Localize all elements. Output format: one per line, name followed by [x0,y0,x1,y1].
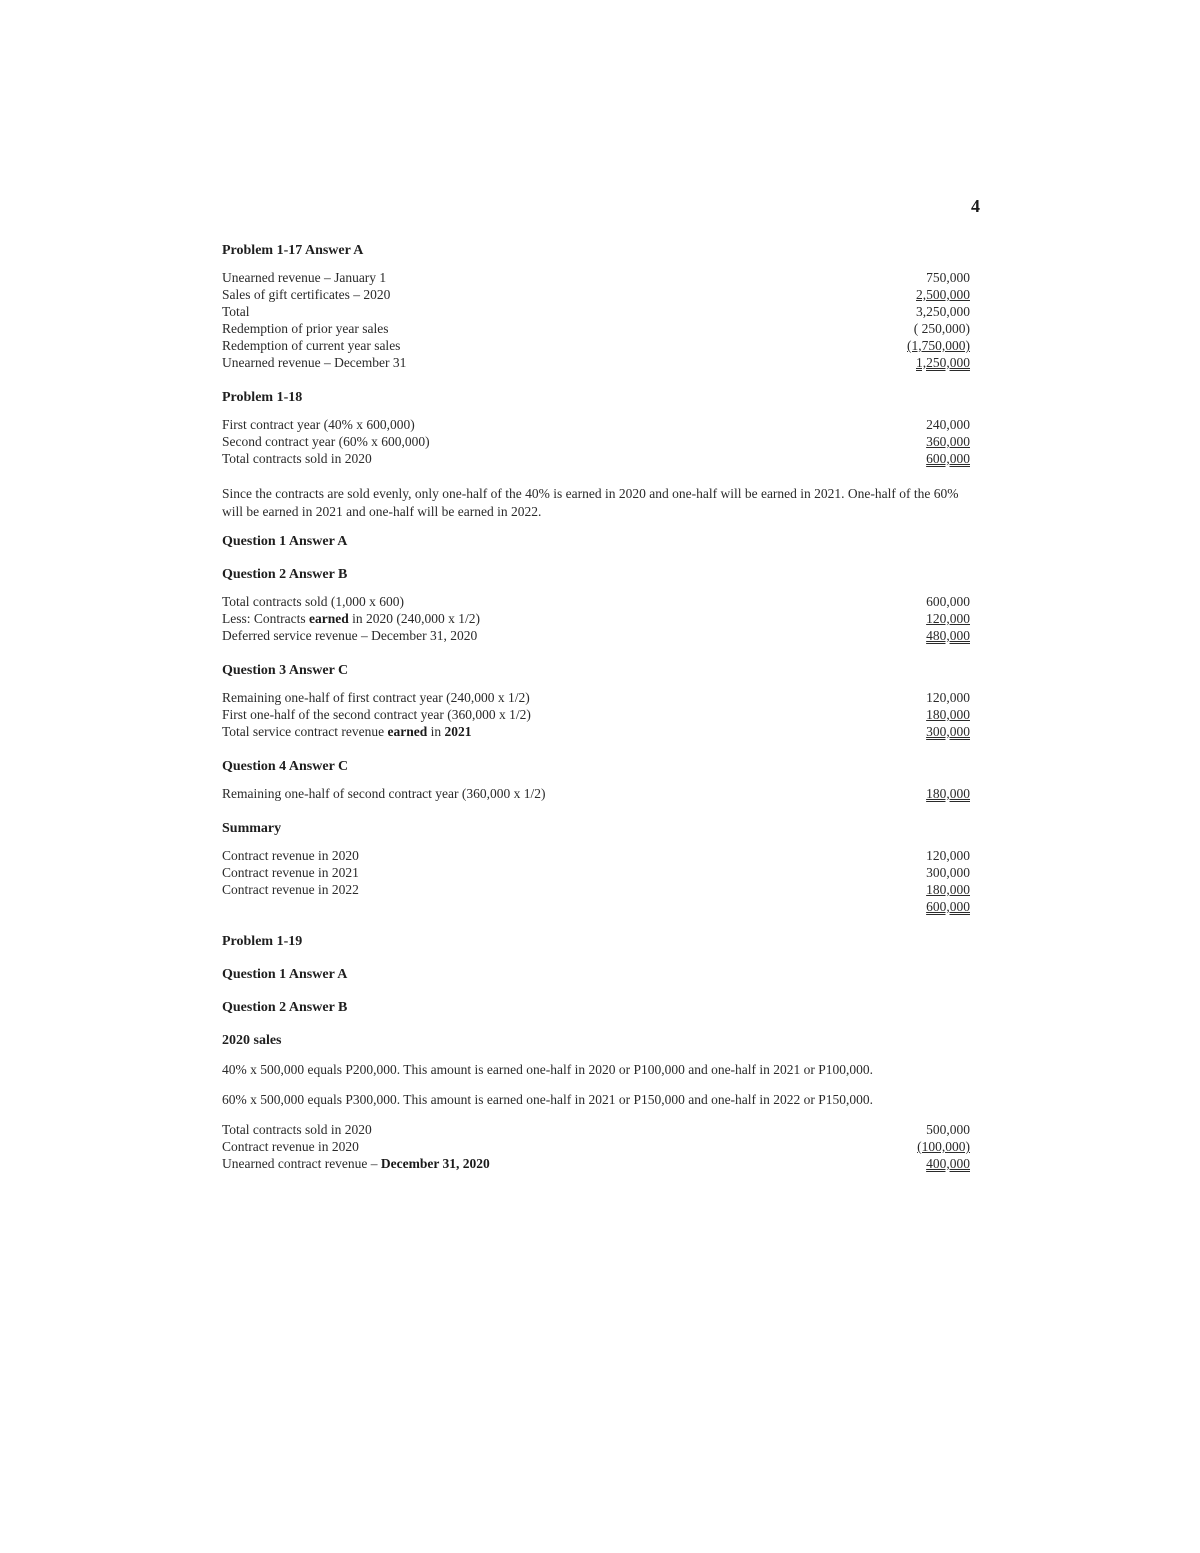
table-row [222,706,970,723]
row-label: Remaining one-half of second contract year (360,000 x 1/2) [222,786,546,801]
table-row [222,286,970,303]
table-row [222,416,970,433]
label-part: in 2020 (240,000 x 1/2) [348,611,480,626]
label-part: Unearned contract revenue – [222,1156,381,1171]
table-row [222,847,970,864]
section-heading: Summary [222,821,282,836]
row-label: Unearned revenue – December 31 [222,355,407,370]
row-label [222,610,480,627]
question-3 [222,662,970,740]
row-amount: ( 250,000) [913,321,970,336]
label-emphasis: earned [387,724,428,739]
row-label: Contract revenue in 2022 [222,882,359,897]
row-amount: 400,000 [926,1156,970,1171]
label-part: in [427,724,445,739]
table-row [222,1155,970,1172]
section-heading: Problem 1-19 [222,934,303,949]
row-label: Contract revenue in 2020 [222,848,359,863]
table-row [222,723,970,740]
row-amount: 600,000 [926,451,970,466]
row-amount: 600,000 [926,594,970,609]
row-amount: 300,000 [926,865,970,880]
label-emphasis: 2021 [444,724,472,739]
row-label: Unearned revenue – January 1 [222,270,387,285]
row-amount: 180,000 [926,882,970,897]
table-row [222,610,970,627]
explanation-paragraph: 40% x 500,000 equals P200,000. This amount is earned one-half in 2020 or P100,000 and one-half in 2021 or P100,000. [222,1062,874,1077]
row-amount: 300,000 [926,724,970,739]
row-label [222,1155,490,1172]
label-emphasis: earned [309,611,349,626]
subheading: 2020 sales [222,1033,282,1048]
row-amount: 120,000 [926,848,970,863]
question-heading: Question 2 Answer B [222,567,348,582]
section-heading: Problem 1-17 Answer A [222,243,364,258]
document-body [222,242,970,1190]
problem-1-19-table [222,1121,970,1172]
table-row [222,269,970,286]
table-row [222,337,970,354]
question-heading: Question 1 Answer A [222,534,348,549]
table-row [222,689,970,706]
table-row [222,627,970,644]
table-row [222,1121,970,1138]
row-amount: 500,000 [926,1122,970,1137]
table-row [222,593,970,610]
section-heading: Problem 1-18 [222,390,303,405]
page-number: 4 [971,196,980,216]
table-row [222,320,970,337]
explanation-paragraph: Since the contracts are sold evenly, only one-half of the 40% is earned in 2020 and one-half will be earned in 2021. One-half of the 60% will be earned in 2021 and one-half will be earned in 2022. [222,486,959,519]
row-label: Total contracts sold in 2020 [222,451,372,466]
row-amount: 3,250,000 [916,304,970,319]
row-amount: 120,000 [926,690,970,705]
label-emphasis: December 31, 2020 [380,1156,490,1171]
row-label: Total [222,304,250,319]
question-4 [222,758,970,802]
table-row [222,450,970,467]
row-amount: 750,000 [926,270,970,285]
table-row [222,303,970,320]
row-label: First contract year (40% x 600,000) [222,417,415,432]
problem-1-18 [222,389,970,467]
row-label: Contract revenue in 2020 [222,1139,359,1154]
table-row [222,785,970,802]
row-amount: 1,250,000 [916,355,970,370]
question-2 [222,566,970,644]
row-label: Sales of gift certificates – 2020 [222,287,391,302]
row-amount: 180,000 [926,786,970,801]
row-label: First one-half of the second contract year (360,000 x 1/2) [222,707,531,722]
table-row [222,1138,970,1155]
row-label: Remaining one-half of first contract year (240,000 x 1/2) [222,690,530,705]
row-amount: 360,000 [926,434,970,449]
label-part: Less: Contracts [222,611,309,626]
row-amount: (100,000) [917,1139,970,1154]
summary [222,820,970,915]
row-label: Redemption of prior year sales [222,321,389,336]
table-row [222,898,970,915]
row-label: Total contracts sold (1,000 x 600) [222,594,405,609]
table-row [222,433,970,450]
row-label: Total contracts sold in 2020 [222,1122,372,1137]
question-heading: Question 2 Answer B [222,1000,348,1015]
row-amount: 2,500,000 [916,287,970,302]
explanation-paragraph: 60% x 500,000 equals P300,000. This amount is earned one-half in 2021 or P150,000 and one-half in 2022 or P150,000. [222,1092,874,1107]
row-amount: 180,000 [926,707,970,722]
row-amount: 120,000 [926,611,970,626]
row-label: Deferred service revenue – December 31, 2020 [222,628,478,643]
total-amount: 600,000 [926,899,970,914]
row-label [222,723,471,740]
row-label: Second contract year (60% x 600,000) [222,434,430,449]
row-label: Contract revenue in 2021 [222,865,359,880]
row-label: Redemption of current year sales [222,338,401,353]
table-row [222,354,970,371]
table-row [222,881,970,898]
label-part: Total service contract revenue [222,724,388,739]
row-amount: (1,750,000) [907,338,970,353]
row-amount: 240,000 [926,417,970,432]
table-row [222,864,970,881]
question-heading: Question 1 Answer A [222,967,348,982]
question-heading: Question 3 Answer C [222,663,349,678]
problem-1-17 [222,242,970,371]
row-amount: 480,000 [926,628,970,643]
question-heading: Question 4 Answer C [222,759,349,774]
